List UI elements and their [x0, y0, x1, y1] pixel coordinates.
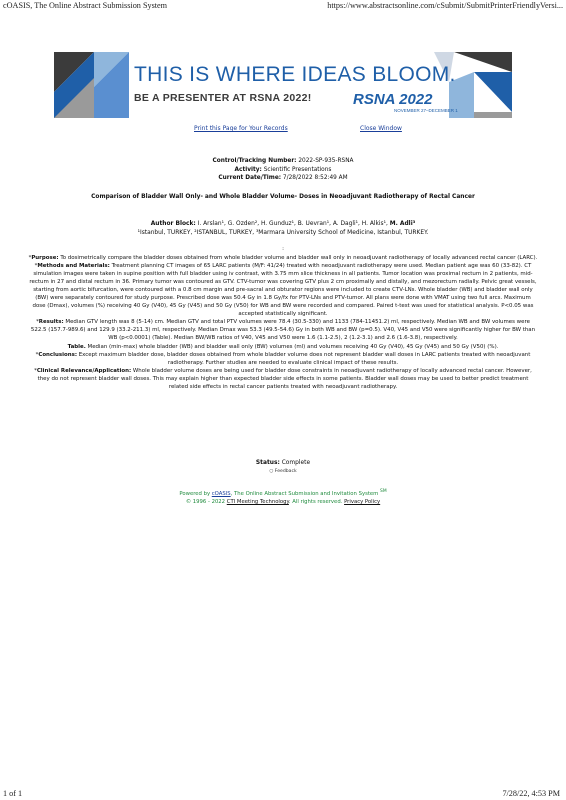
conclusions-text: Except maximum bladder dose, bladder doses obtained from whole bladder volume does not represent bladder wall doses in LARC patients treated with neoadjuvant radiotherapy. Further studies are needed to evaluate clinical impact of these results. — [78, 351, 531, 366]
control-number-value: 2022-SP-935-RSNA — [298, 158, 354, 164]
author-block-label: Author Block: — [150, 221, 196, 227]
table-caption — [28, 343, 538, 351]
purpose-text: To dosimetrically compare the bladder doses obtained from whole bladder volume and bladder wall only in neoadjuvant radiotherapy of locally advanced rectal cancer (LARC). — [60, 255, 538, 261]
author-block — [20, 220, 546, 238]
rights-text: All rights reserved. — [292, 499, 343, 506]
datetime-label: Current Date/Time: — [218, 175, 282, 182]
abstract-body — [28, 254, 538, 391]
clinical-relevance-text: Whole bladder volume doses are being used for bladder dose constraints in neoadjuvant radiotherapy of locally advanced rectal cancer. However, they do not represent bladder wall doses. This may explain higher than expected bladder side effects in some patients. Bladder wall doses may be used to better predict treatment related side effects in rectal cancer patients treated with neoadjuvant radiotherapy. — [37, 367, 532, 390]
methods-text: Treatment planning CT images of 65 LARC patients (M/F: 41/24) treated with neoadjuvant radiotherapy were used. Median patient age was 60 (33-82). CT simulation images were taken in supine position with full bladder using iv contrast, with 3.75 mm slice thickness in all patients. Tumor location was proximal rectum in 2 patients, mid-rectum in 27 and distal rectum in 36. Primary tumor was contoured as GTV. CTV-tumor was covering GTV plus 2 cm proximally and distally, and mezorectum radially. Pelvic great vessels, starting from aortic bifurcation, were contoured with a 0.8 cm margin and pre-sacral and obturator regions were included to create CTV-LNs. Whole bladder (WB) and bladder wall only (BW) were separately contoured for study purpose. Prescribed dose was 50.4 Gy in 1.8 Gy/fx for PTV-LNs and PTV-tumor. All plans were done with VMAT using two full arcs. Maximum dose (Dmax), volumes (%) receiving 40 Gy (V40), 45 Gy (V45) and 50 Gy (V50) for WB and BW were recorded and compared. Paired t-test was used for statistical analysis. P<0.05 was accepted statistically significant. — [29, 263, 537, 318]
conclusions-label: Conclusions: — [38, 351, 78, 358]
status-value: Complete — [281, 460, 311, 466]
cti-link[interactable]: CTI Meeting Technology — [226, 499, 289, 506]
service-mark: SM — [380, 489, 387, 494]
feedback-label: Feedback — [274, 469, 297, 474]
privacy-policy-link[interactable]: Privacy Policy — [344, 499, 381, 506]
purpose-label: Purpose: — [31, 255, 59, 261]
conclusions-section: *Conclusions: Except maximum bladder dose, bladder doses obtained from whole bladder volume does not represent bladder wall doses in LARC patients treated with neoadjuvant radiotherapy. Further studies are needed to evaluate clinical impact of these results. — [35, 351, 531, 366]
activity-value: Scientific Presentations — [263, 166, 332, 173]
status-label: Status: — [255, 460, 280, 466]
activity-label: Activity: — [234, 166, 262, 173]
powered-rest: , The Online Abstract Submission and Invitation System — [230, 490, 379, 497]
status-row — [0, 460, 566, 466]
copyright-line: © 1996 - 2022 CTI Meeting Technology. All rights reserved. Privacy Policy — [185, 499, 381, 506]
affiliations: ¹Istanbul, TURKEY, ²ISTANBUL, TURKEY, ³Marmara University School of Medicine, Istanbul, TURKEY. — [137, 230, 429, 236]
feedback-link[interactable] — [0, 469, 566, 474]
clinical-relevance-section: *Clinical Relevance/Application: Whole bladder volume doses are being used for bladder dose constraints in neoadjuvant radiotherapy of locally advanced rectal cancer. However, they do not represent bladder wall doses. This may explain higher than expected bladder side effects in some patients. Bladder wall doses may be used to better predict treatment related side effects in rectal cancer patients treated with neoadjuvant radiotherapy. — [34, 367, 532, 390]
print-page-link[interactable]: Print this Page for Your Records — [194, 125, 288, 132]
results-label: Results: — [38, 319, 64, 326]
banner-dates: NOVEMBER 27–DECEMBER 1 — [394, 108, 458, 113]
banner-subline: BE A PRESENTER AT RSNA 2022! — [134, 92, 312, 104]
powered-prefix: Powered by — [179, 490, 211, 497]
author-list: I. Arslan¹, G. Ozden², H. Gunduz¹, B. Uevran¹, A. Dagli¹, H. Alkis¹, — [197, 221, 388, 227]
print-header-title: cOASIS, The Online Abstract Submission System — [3, 1, 168, 10]
results-text: Median GTV length was 8 (5-14) cm. Median GTV and total PTV volumes were 78.4 (30.5-330) and 1133 (784-11451.2) ml, respectively. Median WB and BW volumes were 522.5 (157.7-989.6) and 129.9 (33.2-211.3) ml, respectively. Median Dmax was 53.3 (49.5-54.6) Gy in both WB and BW (p=0.5). V40, V45 and V50 were significantly higher for BW than WB (p<0.0001) (Table). Median BW/WB ratios of V40, V45 and V50 were 1.6 (1.1-2.5), 2 (1.2-3.1) and 2.6 (1.6-3.8), respectively. — [30, 319, 536, 342]
close-window-link[interactable]: Close Window — [360, 125, 402, 132]
methods-section: *Methods and Materials: Treatment planning CT images of 65 LARC patients (M/F: 41/24) treated with neoadjuvant radiotherapy were used. Median patient age was 60 (33-82). CT simulation images were taken in supine position with full bladder using iv contrast, with 3.75 mm slice thickness in all patients. Tumor location was proximal rectum in 2 patients, mid-rectum in 27 and distal rectum in 36. Primary tumor was contoured as GTV. CTV-tumor was covering GTV plus 2 cm proximally and distally, and mezorectum radially. Pelvic great vessels, starting from aortic bifurcation, were contoured with a 0.8 cm margin and pre-sacral and obturator regions were included to create CTV-LNs. Whole bladder (WB) and bladder wall only (BW) were separately contoured for study purpose. Prescribed dose was 50.4 Gy in 1.8 Gy/fx for PTV-LNs and PTV-tumor. All plans were done with VMAT using two full arcs. Maximum dose (Dmax), volumes (%) receiving 40 Gy (V40), 45 Gy (V45) and 50 Gy (V50) for WB and BW were recorded and compared. Paired t-test was used for statistical analysis. P<0.05 was accepted statistically significant. — [29, 263, 537, 318]
table-caption-text: Median (min-max) whole bladder (WB) and bladder wall only (BW) volumes (ml) and volumes receiving 40 Gy (V40), 45 Gy (V45) and 50 Gy (V50) (%). — [87, 343, 499, 350]
banner-headline: THIS IS WHERE IDEAS BLOOM. — [134, 63, 456, 86]
print-footer-page: 1 of 1 — [3, 789, 23, 798]
rsna-banner[interactable] — [54, 52, 512, 118]
purpose-section: *Purpose: To dosimetrically compare the bladder doses obtained from whole bladder volume and bladder wall only in neoadjuvant radiotherapy of locally advanced rectal cancer (LARC). — [28, 255, 538, 261]
activity-row — [0, 166, 566, 175]
control-number-label: Control/Tracking Number: — [212, 158, 297, 164]
powered-by-line — [0, 488, 566, 498]
print-header — [0, 0, 566, 12]
table-label: Table. — [67, 343, 86, 350]
control-number-row — [0, 157, 566, 166]
datetime-row — [0, 174, 566, 183]
abstract-title: Comparison of Bladder Wall Only- and Whole Bladder Volume- Doses in Neoadjuvant Radiotherapy of Rectal Cancer — [91, 194, 475, 200]
print-footer-datetime: 7/28/22, 4:53 PM — [502, 789, 560, 798]
powered-by-footer — [0, 488, 566, 507]
print-footer — [0, 788, 566, 800]
coasis-link[interactable]: cOASIS — [211, 490, 231, 497]
results-section: *Results: Median GTV length was 8 (5-14) cm. Median GTV and total PTV volumes were 78.4 (30.5-330) and 1133 (784-11451.2) ml, respectively. Median WB and BW volumes were 522.5 (157.7-989.6) and 129.9 (33.2-211.3) ml, respectively. Median Dmax was 53.3 (49.5-54.6) Gy in both WB and BW (p=0.5). V40, V45 and V50 were significantly higher for BW than WB (p<0.0001) (Table). Median BW/WB ratios of V40, V45 and V50 were 1.6 (1.1-2.5), 2 (1.2-3.1) and 2.6 (1.6-3.8), respectively. — [30, 319, 536, 342]
methods-label: Methods and Materials: — [37, 263, 110, 270]
author-line — [20, 220, 546, 229]
separator-colon: : — [282, 246, 284, 252]
datetime-value: 7/28/2022 8:52:49 AM — [282, 175, 348, 182]
lightbulb-icon: ○ — [269, 469, 274, 474]
copyright-text: © 1996 - 2022 — [185, 499, 226, 506]
print-header-url: https://www.abstractsonline.com/cSubmit/SubmitPrinterFriendlyVersi... — [327, 1, 563, 10]
author-presenting: M. Adli³ — [389, 221, 416, 227]
clinical-relevance-label: Clinical Relevance/Application: — [36, 367, 132, 374]
rsna-logo: RSNA 2022 — [353, 91, 433, 108]
submission-meta — [0, 157, 566, 183]
